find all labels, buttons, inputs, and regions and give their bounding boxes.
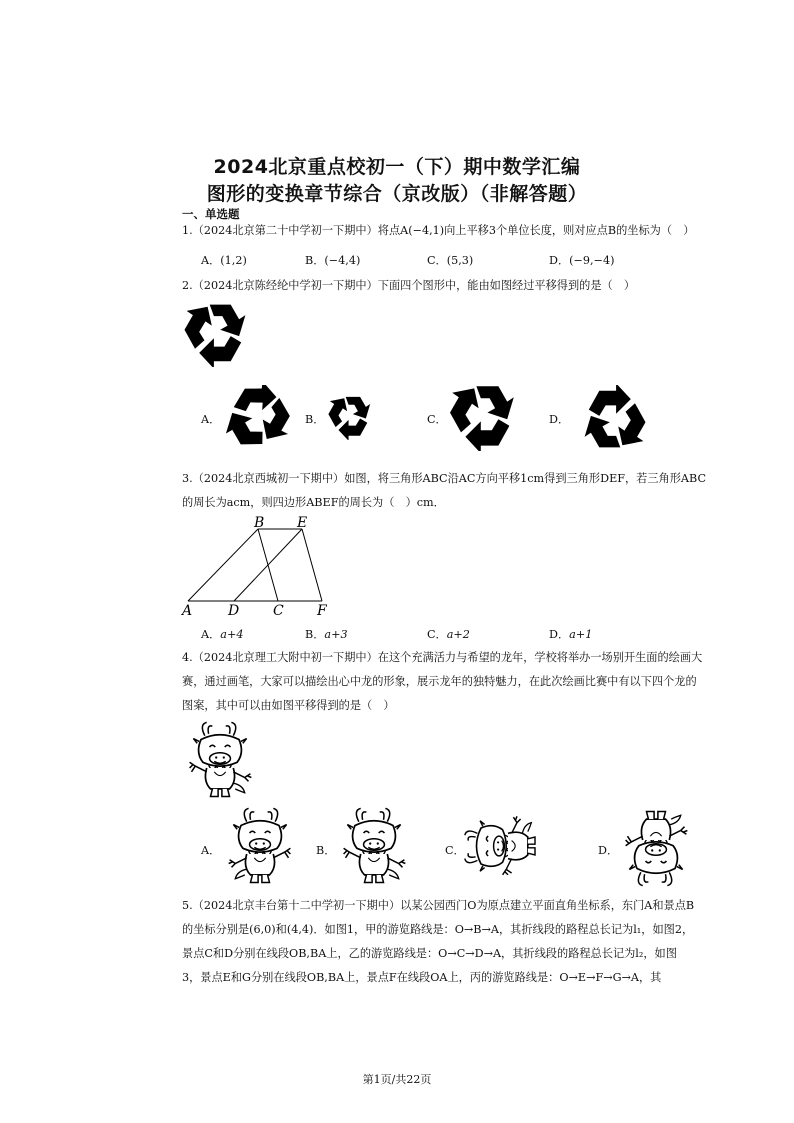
q4-stem-line1: 4.（2024北京理工大附中初一下期中）在这个充满活力与希望的龙年，学校将举办一场别开生面的绘画大 <box>182 651 703 664</box>
q2-option-a-label[interactable]: A． <box>201 413 221 426</box>
label-e: E <box>297 515 308 531</box>
q5-stem-line4: 3，景点E和G分别在线段OB,BA上，景点F在线段OA上，丙的游览路线是：O→E→F→G→A，其 <box>182 971 662 984</box>
q2-reference-recycle-icon <box>182 301 252 367</box>
q2-option-d-label[interactable]: D． <box>549 413 570 426</box>
option-label: C． <box>427 254 447 267</box>
page-title-line1: 2024北京重点校初一（下）期中数学汇编 <box>213 156 581 178</box>
option-text: (−9,−4) <box>569 254 615 267</box>
option-text: a+3 <box>324 628 348 641</box>
page-title-line2: 图形的变换章节综合（京改版）（非解答题） <box>206 183 588 205</box>
q4-option-d-dragon-icon[interactable] <box>616 802 696 888</box>
q1-option-c[interactable] <box>427 252 473 268</box>
section-heading: 一、单选题 <box>182 207 240 221</box>
q4-option-c-label[interactable]: C． <box>445 844 465 857</box>
q1-option-d[interactable] <box>549 252 614 268</box>
q2-stem: 2.（2024北京陈经纶中学初一下期中）下面四个图形中，能由如图经过平移得到的是（ ） <box>182 279 636 292</box>
label-b: B <box>254 515 265 531</box>
q2-option-b-recycle-icon[interactable] <box>324 394 376 440</box>
q3-option-a[interactable] <box>201 626 243 642</box>
label-f: F <box>317 603 327 619</box>
option-text: (1,2) <box>220 254 247 267</box>
q3-option-c[interactable] <box>427 626 470 642</box>
q4-option-a-label[interactable]: A． <box>201 844 221 857</box>
q3-stem-line1: 3.（2024北京西城初一下期中）如图，将三角形ABC沿AC方向平移1cm得到三角形DEF，若三角形ABC <box>182 472 707 485</box>
q2-option-c-recycle-icon[interactable] <box>447 383 519 451</box>
option-label: C． <box>427 628 447 641</box>
q4-option-a-dragon-icon[interactable] <box>220 804 300 890</box>
q2-option-b-label[interactable]: B． <box>305 413 325 426</box>
label-a: A <box>182 603 193 619</box>
q4-reference-dragon-icon <box>182 718 258 804</box>
q4-option-c-dragon-icon[interactable] <box>462 808 552 884</box>
label-c: C <box>273 603 284 619</box>
option-text: (5,3) <box>446 254 474 267</box>
q5-stem-line1: 5.（2024北京丰台第十二中学初一下期中）以某公园西门O为原点建立平面直角坐标系，东门A和景点B <box>182 899 695 912</box>
option-label: B． <box>305 254 325 267</box>
q4-stem-line3: 图案，其中可以由如图平移得到的是（ ） <box>182 699 395 712</box>
option-label: A． <box>201 254 221 267</box>
segment-ab <box>188 529 258 601</box>
q2-option-c-label[interactable]: C． <box>427 413 447 426</box>
segment-ef <box>302 529 322 601</box>
q5-stem-line3: 景点C和D分别在线段OB,BA上，乙的游览路线是：O→C→D→A，其折线段的路程总长记为l₂，如图 <box>182 947 677 960</box>
option-text: a+1 <box>569 628 593 641</box>
option-label: D． <box>549 254 570 267</box>
q4-option-b-dragon-icon[interactable] <box>334 804 414 890</box>
q3-option-d[interactable] <box>549 626 592 642</box>
q2-option-d-recycle-icon[interactable] <box>578 385 650 451</box>
segment-de <box>234 529 302 601</box>
option-label: B． <box>305 628 325 641</box>
q1-option-b[interactable] <box>305 252 360 268</box>
option-label: D． <box>549 628 570 641</box>
q4-option-b-label[interactable]: B． <box>316 844 336 857</box>
label-d: D <box>228 603 240 619</box>
q3-translation-figure <box>178 515 338 619</box>
q2-option-a-recycle-icon[interactable] <box>220 385 294 451</box>
q1-option-a[interactable] <box>201 252 247 268</box>
q4-option-d-label[interactable]: D． <box>598 844 619 857</box>
q1-stem: 1.（2024北京第二十中学初一下期中）将点A(−4,1)向上平移3个单位长度，则对应点B的坐标为（ ） <box>182 224 695 237</box>
q3-stem-line2: 的周长为acm，则四边形ABEF的周长为（ ）cm． <box>182 496 445 509</box>
option-text: a+4 <box>220 628 244 641</box>
option-label: A． <box>201 628 221 641</box>
q4-stem-line2: 赛，通过画笔，大家可以描绘出心中龙的形象，展示龙年的独特魅力，在此次绘画比赛中有以下四个龙的 <box>182 675 697 688</box>
page-footer: 第1页/共22页 <box>362 1073 432 1086</box>
q5-stem-line2: 的坐标分别是(6,0)和(4,4)．如图1，甲的游览路线是：O→B→A，其折线段的路程总长记为l₁，如图2， <box>182 923 694 936</box>
q3-option-b[interactable] <box>305 626 348 642</box>
option-text: (−4,4) <box>324 254 361 267</box>
option-text: a+2 <box>446 628 470 641</box>
